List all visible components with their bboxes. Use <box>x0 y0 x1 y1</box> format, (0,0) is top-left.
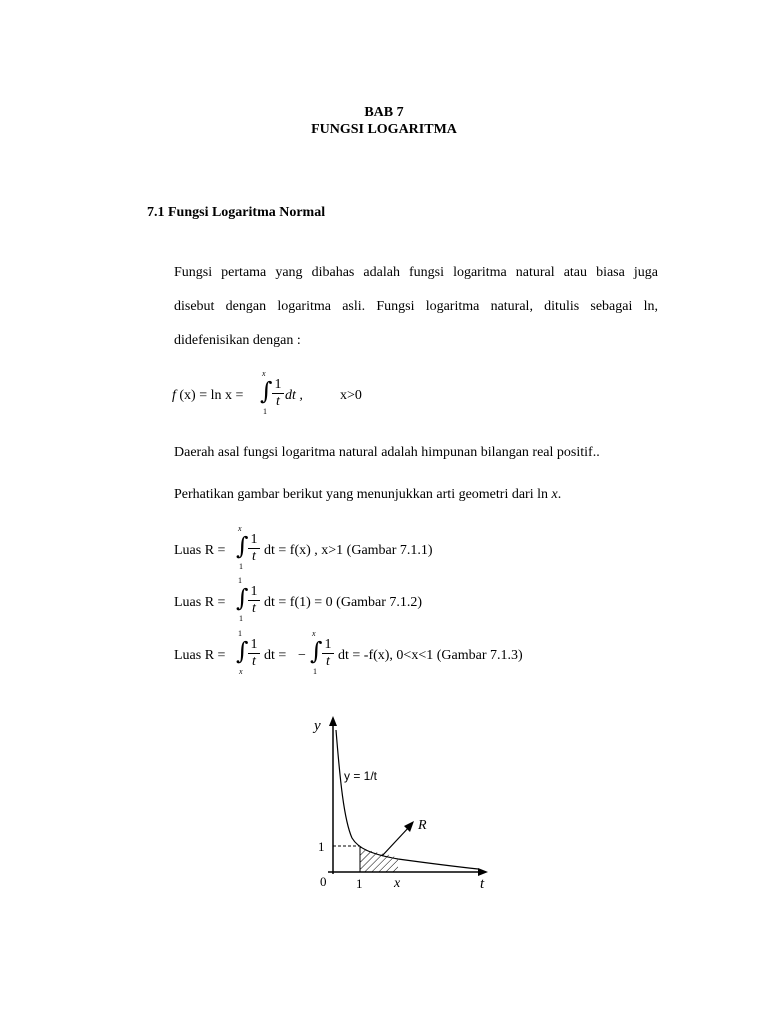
fraction-denominator: t <box>252 549 256 564</box>
integral-symbol: ∫ <box>236 532 249 560</box>
luas-label: Luas R = <box>174 543 226 558</box>
chapter-number: BAB 7 <box>364 105 404 120</box>
integral-symbol: ∫ <box>236 637 249 665</box>
definition-condition: x>0 <box>340 388 362 403</box>
integral-upper-limit: 1 <box>238 576 242 585</box>
section-heading: 7.1 Fungsi Logaritma Normal <box>147 205 326 220</box>
integral-lower-limit: 1 <box>239 562 243 571</box>
fraction-denominator: t <box>252 601 256 616</box>
intro-line-1: Fungsi pertama yang dibahas adalah fungsi logaritma natural atau biasa juga <box>174 265 658 280</box>
luas-line-1 <box>174 524 433 571</box>
t-tick-x: x <box>394 876 401 891</box>
luas-rest: dt = f(x) , x>1 (Gambar 7.1.1) <box>264 543 433 558</box>
fraction <box>248 585 260 616</box>
integral-symbol: ∫ <box>310 637 323 665</box>
fraction-numerator: 1 <box>250 584 258 599</box>
definition-dt: dt , <box>285 388 303 403</box>
figure-reference-text: Perhatikan gambar berikut yang menunjukkan arti geometri dari ln <box>174 487 548 502</box>
luas-line-2 <box>174 576 423 623</box>
fraction <box>248 638 260 669</box>
fraction-numerator: 1 <box>250 532 258 547</box>
luas-rest: dt = -f(x), 0<x<1 (Gambar 7.1.3) <box>338 648 523 663</box>
fraction-denominator: t <box>252 654 256 669</box>
luas-label: Luas R = <box>174 648 226 663</box>
fraction <box>248 533 260 564</box>
fraction <box>272 378 284 409</box>
fraction-denominator: t <box>326 654 330 669</box>
log-area-graph <box>300 710 500 900</box>
integral-lower-limit: x <box>239 667 243 676</box>
t-tick-one: 1 <box>356 876 363 891</box>
domain-text: Daerah asal fungsi logaritma natural adalah himpunan bilangan real positif.. <box>174 445 600 460</box>
region-pointer <box>382 826 410 856</box>
luas-label: Luas R = <box>174 595 226 610</box>
y-axis-arrow <box>329 716 337 726</box>
figure-reference <box>174 487 561 503</box>
integral-upper-limit: x <box>238 524 242 533</box>
t-axis-label: t <box>480 876 485 892</box>
integral-lower-limit: 1 <box>239 614 243 623</box>
integral-symbol: ∫ <box>260 377 273 405</box>
integral-upper-limit: x <box>312 629 316 638</box>
chapter-title: FUNGSI LOGARITMA <box>311 122 457 137</box>
figure-reference-variable: x <box>551 487 558 502</box>
intro-line-3: didefenisikan dengan : <box>174 333 301 348</box>
luas-rest: dt = f(1) = 0 (Gambar 7.1.2) <box>264 595 423 610</box>
integral-lower-limit: 1 <box>263 407 267 416</box>
region-label: R <box>418 818 427 833</box>
t-axis-arrow <box>478 868 488 876</box>
fraction-numerator: 1 <box>274 377 282 392</box>
origin-label: 0 <box>320 874 327 889</box>
fraction-numerator: 1 <box>324 637 332 652</box>
y-tick-one: 1 <box>318 839 325 854</box>
integral-upper-limit: 1 <box>238 629 242 638</box>
curve-y-equals-1-over-t <box>336 730 478 869</box>
figure-reference-end: . <box>557 487 562 502</box>
integral-symbol: ∫ <box>236 584 249 612</box>
integral-upper-limit: x <box>262 369 266 378</box>
luas-mid: dt = <box>264 648 287 663</box>
y-axis-label: y <box>314 718 321 734</box>
fraction-denominator: t <box>276 394 280 409</box>
integral-lower-limit: 1 <box>313 667 317 676</box>
definition-lhs: (x) = ln x = <box>179 388 244 403</box>
intro-line-2: disebut dengan logaritma asli. Fungsi logaritma natural, ditulis sebagai ln, <box>174 299 658 314</box>
curve-label: y = 1/t <box>344 769 378 783</box>
minus-sign: − <box>298 648 306 663</box>
definition-formula <box>172 369 362 416</box>
fraction-numerator: 1 <box>250 637 258 652</box>
shaded-region-R <box>360 847 398 872</box>
luas-line-3 <box>174 629 523 676</box>
fraction <box>322 638 334 669</box>
function-symbol: f <box>172 388 176 403</box>
